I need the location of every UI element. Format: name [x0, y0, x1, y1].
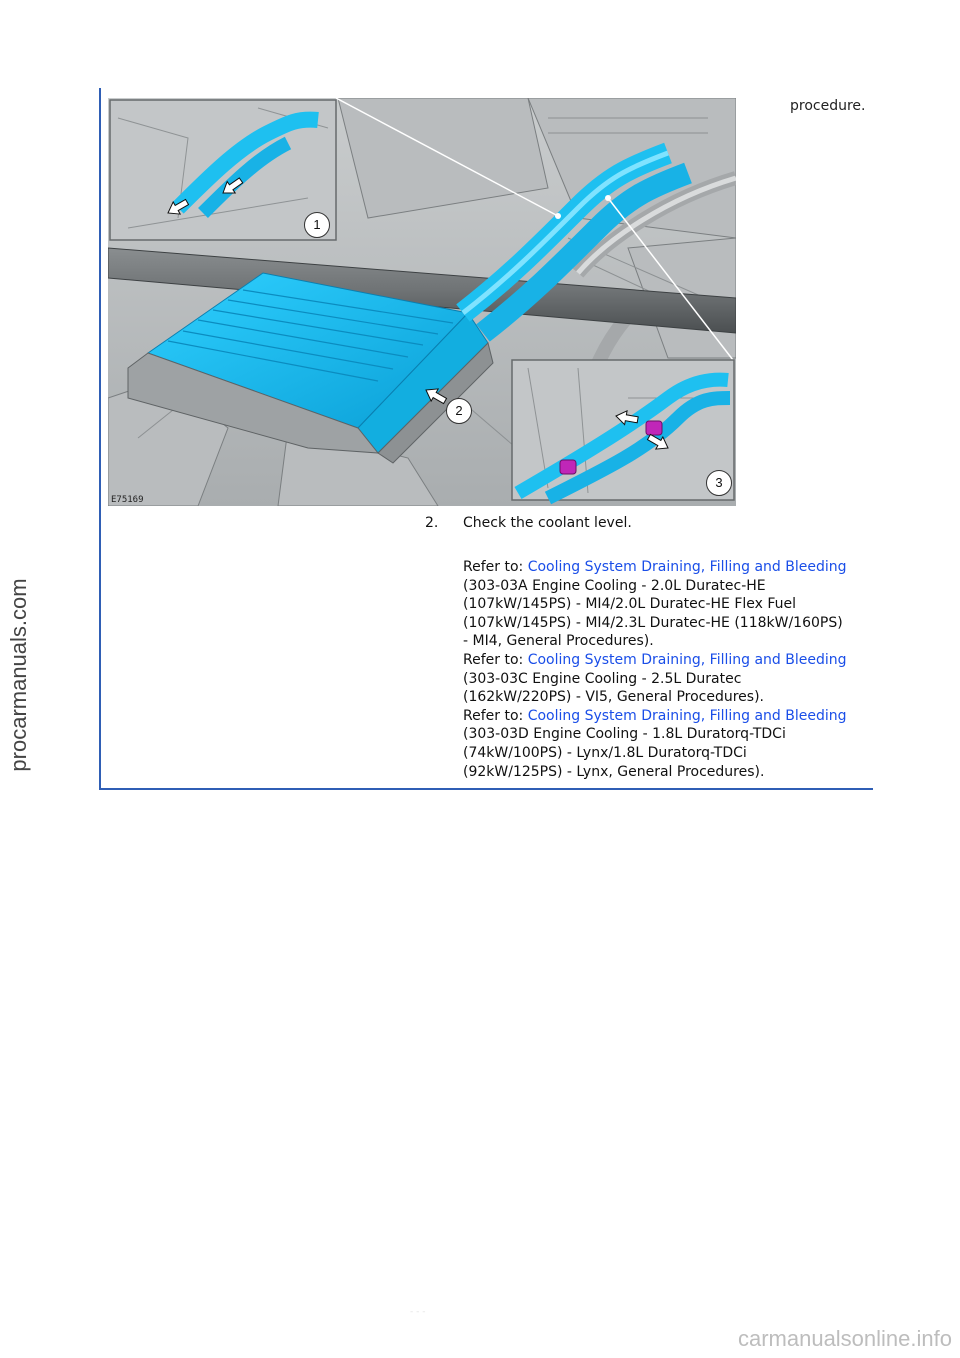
reference-line: (92kW/125PS) - Lynx, General Procedures).: [463, 763, 765, 780]
step-text: Check the coolant level.: [463, 515, 632, 531]
reference-line: (162kW/220PS) - VI5, General Procedures).: [463, 689, 764, 706]
reference-line: (74kW/100PS) - Lynx/1.8L Duratorq-TDCi: [463, 744, 747, 761]
reference-2: [463, 651, 873, 707]
bottom-section-rule: [99, 788, 873, 790]
callout-3: 3: [706, 470, 732, 496]
reference-line: (303-03D Engine Cooling - 1.8L Duratorq-TDCi: [463, 726, 786, 743]
inset-view-3: [512, 360, 734, 500]
side-watermark-text: procarmanuals.com: [6, 578, 31, 772]
footer-watermark: carmanualsonline.info: [737, 1326, 952, 1351]
left-section-rule: [99, 88, 101, 790]
callout-2: 2: [446, 398, 472, 424]
inset-view-1: [110, 100, 336, 240]
step-number: 2.: [425, 515, 439, 531]
reference-link-cooling-system-2-5l[interactable]: Cooling System Draining, Filling and Bleeding: [527, 651, 847, 668]
reference-line: (107kW/145PS) - MI4/2.0L Duratec-HE Flex Fuel: [463, 596, 797, 613]
reference-line: (303-03A Engine Cooling - 2.0L Duratec-HE: [463, 577, 766, 594]
reference-prefix: Refer to:: [463, 559, 528, 575]
reference-line: (303-03C Engine Cooling - 2.5L Duratec: [463, 670, 742, 687]
reference-line: (107kW/145PS) - MI4/2.3L Duratec-HE (118kW/160PS): [463, 614, 843, 631]
reference-link-cooling-system-1-8l[interactable]: Cooling System Draining, Filling and Bleeding: [527, 707, 847, 724]
reference-link-cooling-system-2-0l[interactable]: Cooling System Draining, Filling and Bleeding: [527, 559, 847, 575]
reference-1: [463, 558, 873, 651]
reference-prefix: Refer to:: [463, 707, 528, 724]
procedure-fragment: procedure.: [790, 98, 866, 114]
callout-1: 1: [304, 212, 330, 238]
reference-line: - MI4, General Procedures).: [463, 633, 654, 650]
figure-code: E75169: [111, 495, 144, 505]
page-number: - - -: [410, 1307, 426, 1317]
reference-3: [463, 707, 873, 781]
reference-list: [463, 558, 873, 781]
side-watermark: [4, 555, 34, 795]
reference-prefix: Refer to:: [463, 651, 528, 668]
illustration-drawing: [108, 98, 736, 506]
heater-core-illustration: [108, 98, 736, 506]
